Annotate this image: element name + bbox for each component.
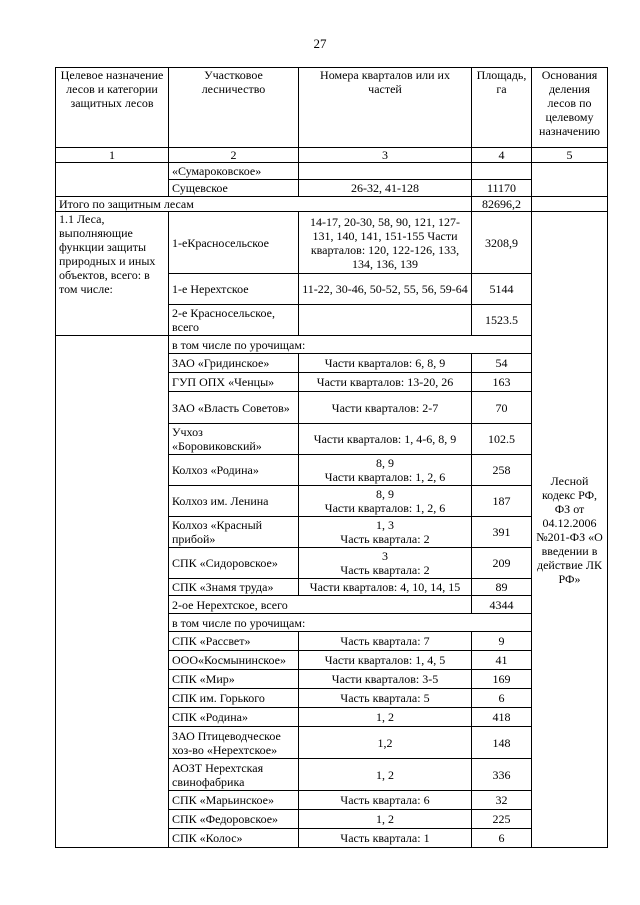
tract-name: АОЗТ Нерехтская свинофабрика	[169, 759, 299, 791]
quarters: 1, 2	[299, 708, 472, 727]
subheader-row	[56, 336, 608, 354]
area: 102.5	[472, 424, 532, 455]
col-num-4: 4	[472, 148, 532, 163]
area: 163	[472, 373, 532, 392]
total-label: Итого по защитным лесам	[56, 197, 472, 212]
basis-cell: Лесной кодекс РФ, ФЗ от 04.12.2006 №201-ФЗ «О введении в действие ЛК РФ»	[532, 212, 608, 848]
total-row	[56, 197, 608, 212]
subheader-label: в том числе по урочищам:	[169, 336, 532, 354]
quarters	[299, 486, 472, 517]
quarters: Часть квартала: 7	[299, 632, 472, 651]
quarters-line: Часть квартала: 2	[340, 532, 430, 546]
tract-name: СПК «Федоровское»	[169, 810, 299, 829]
area: 5144	[472, 274, 532, 305]
tract-name: СПК «Родина»	[169, 708, 299, 727]
area: 41	[472, 651, 532, 670]
area: 11170	[472, 180, 532, 197]
total-area: 82696,2	[472, 197, 532, 212]
tract-name: ЗАО «Гридинское»	[169, 354, 299, 373]
quarters	[299, 548, 472, 579]
tract-name: ГУП ОПХ «Ченцы»	[169, 373, 299, 392]
quarters: 26-32, 41-128	[299, 180, 472, 197]
tract-name: СПК «Мир»	[169, 670, 299, 689]
area: 209	[472, 548, 532, 579]
col-num-3: 3	[299, 148, 472, 163]
tract-name: СПК им. Горького	[169, 689, 299, 708]
tract-name: СПК «Марьинское»	[169, 791, 299, 810]
quarters	[299, 455, 472, 486]
quarters: 1, 2	[299, 759, 472, 791]
quarters: 14-17, 20-30, 58, 90, 121, 127-131, 140, 141, 151-155 Части кварталов: 120, 122-126, 133, 134, 136, 139	[299, 212, 472, 274]
quarters: Части кварталов: 2-7	[299, 392, 472, 424]
area: 169	[472, 670, 532, 689]
area: 148	[472, 727, 532, 759]
tract-name: СПК «Колос»	[169, 829, 299, 848]
col-num-2: 2	[169, 148, 299, 163]
quarters-line: 1, 3	[376, 518, 394, 532]
tract-name: Колхоз «Родина»	[169, 455, 299, 486]
area: 89	[472, 579, 532, 596]
area: 3208,9	[472, 212, 532, 274]
tract-name: СПК «Рассвет»	[169, 632, 299, 651]
quarters-line: 3	[382, 549, 388, 563]
area: 418	[472, 708, 532, 727]
area: 1523.5	[472, 305, 532, 336]
tract-name: Учхоз «Боровиковский»	[169, 424, 299, 455]
quarters-line: Часть квартала: 2	[340, 563, 430, 577]
header-basis: Основания деления лесов по целевому назначению	[532, 68, 608, 148]
area: 9	[472, 632, 532, 651]
area: 70	[472, 392, 532, 424]
area: 187	[472, 486, 532, 517]
tract-name: ООО«Космынинское»	[169, 651, 299, 670]
quarters: Части кварталов: 3-5	[299, 670, 472, 689]
page-number: 27	[313, 36, 327, 51]
quarters: 1, 2	[299, 810, 472, 829]
quarters	[299, 517, 472, 548]
area: 4344	[472, 596, 532, 614]
quarters: Части кварталов: 6, 8, 9	[299, 354, 472, 373]
quarters-line: Части кварталов: 1, 2, 6	[324, 501, 446, 515]
column-numbers-row	[56, 148, 608, 163]
area: 225	[472, 810, 532, 829]
quarters: Часть квартала: 1	[299, 829, 472, 848]
forest-table	[55, 67, 608, 848]
forestry-name: 1-е Нерехтское	[169, 274, 299, 305]
tract-name: ЗАО «Власть Советов»	[169, 392, 299, 424]
header-quarters: Номера кварталов или их частей	[299, 68, 472, 148]
header-area: Площадь, га	[472, 68, 532, 148]
quarters-line: 8, 9	[376, 456, 394, 470]
quarters: Часть квартала: 6	[299, 791, 472, 810]
quarters: Часть квартала: 5	[299, 689, 472, 708]
quarters: Части кварталов: 1, 4-6, 8, 9	[299, 424, 472, 455]
quarters: Части кварталов: 1, 4, 5	[299, 651, 472, 670]
area: 54	[472, 354, 532, 373]
table-row	[56, 163, 608, 180]
tract-name: ЗАО Птицеводческое хоз-во «Нерехтское»	[169, 727, 299, 759]
quarters: 11-22, 30-46, 50-52, 55, 56, 59-64	[299, 274, 472, 305]
tract-name: СПК «Знамя труда»	[169, 579, 299, 596]
category-cell: 1.1 Леса, выполняющие функции защиты природных и иных объектов, всего: в том числе:	[56, 212, 169, 336]
forestry-name: 2-е Красносельское, всего	[169, 305, 299, 336]
header-forestry: Участковое лесничество	[169, 68, 299, 148]
area: 258	[472, 455, 532, 486]
area: 6	[472, 689, 532, 708]
header-row	[56, 68, 608, 148]
col-num-1: 1	[56, 148, 169, 163]
area: 391	[472, 517, 532, 548]
tract-name: Колхоз «Красный прибой»	[169, 517, 299, 548]
col-num-5: 5	[532, 148, 608, 163]
forestry-name: Сущевское	[169, 180, 299, 197]
header-purpose: Целевое назначение лесов и категории защитных лесов	[56, 68, 169, 148]
quarters: Части кварталов: 4, 10, 14, 15	[299, 579, 472, 596]
forestry-name: 2-ое Нерехтское, всего	[169, 596, 472, 614]
forestry-name: 1-еКрасносельское	[169, 212, 299, 274]
quarters-line: 8, 9	[376, 487, 394, 501]
tract-name: СПК «Сидоровское»	[169, 548, 299, 579]
area: 336	[472, 759, 532, 791]
area: 6	[472, 829, 532, 848]
subheader-label: в том числе по урочищам:	[169, 614, 532, 632]
forestry-name: «Сумароковское»	[169, 163, 299, 180]
table-row	[56, 212, 608, 274]
quarters: 1,2	[299, 727, 472, 759]
area: 32	[472, 791, 532, 810]
quarters-line: Части кварталов: 1, 2, 6	[324, 470, 446, 484]
tract-name: Колхоз им. Ленина	[169, 486, 299, 517]
quarters: Части кварталов: 13-20, 26	[299, 373, 472, 392]
